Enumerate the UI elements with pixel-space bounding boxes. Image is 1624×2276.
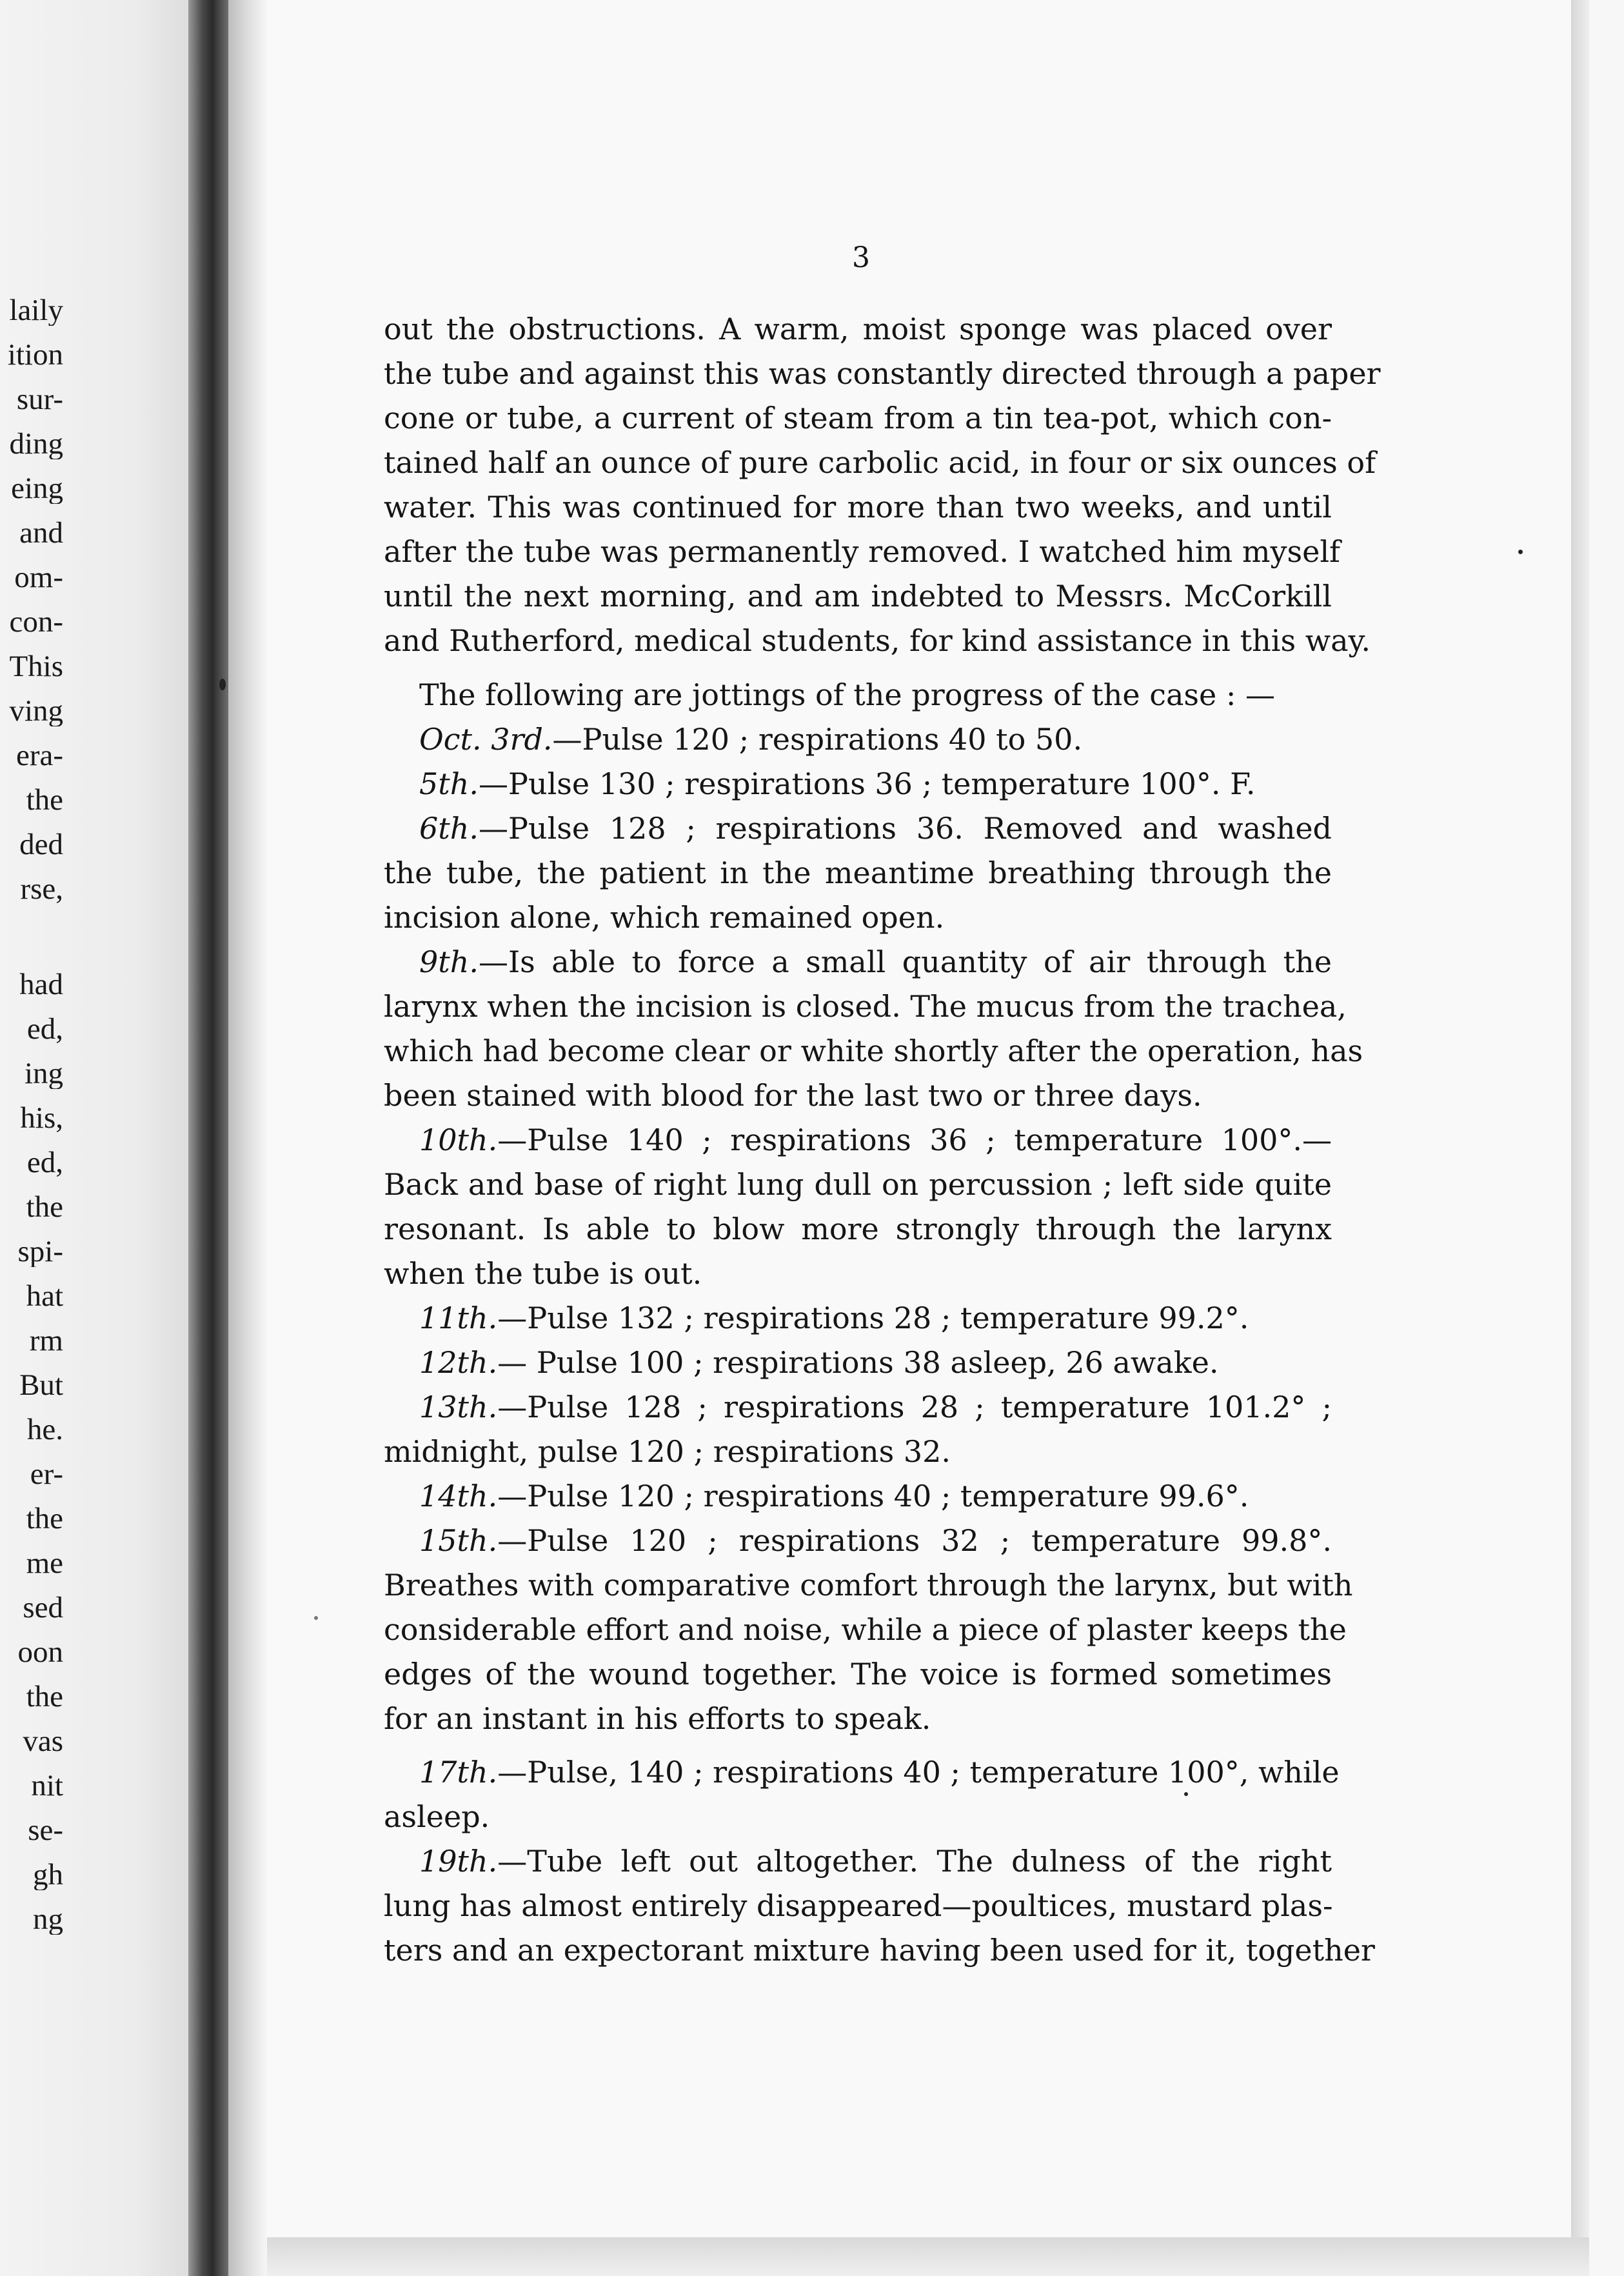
left-page-fragment: and xyxy=(19,518,63,548)
text-line: 17th.—Pulse, 140 ; respirations 40 ; temperature 100°, while xyxy=(419,1755,1340,1790)
text-line: incision alone, which remained open. xyxy=(384,900,945,935)
left-page-fragment: But xyxy=(19,1370,63,1401)
left-page-fragment: he. xyxy=(26,1415,63,1445)
left-page-fragment: the xyxy=(26,1682,63,1712)
text-line: 5th.—Pulse 130 ; respirations 36 ; temperature 100°. F. xyxy=(419,766,1256,801)
text-line: 19th.—Tube left out altogether. The dulness of the right xyxy=(419,1844,1332,1879)
text-line: which had become clear or white shortly after the operation, has xyxy=(384,1033,1363,1068)
left-page-fragment: spi- xyxy=(17,1237,63,1267)
left-page-fragment: ed, xyxy=(26,1014,63,1044)
left-page-fragment: had xyxy=(19,970,63,1000)
scan-speck xyxy=(1518,550,1523,554)
left-page-fragment: oon xyxy=(17,1637,63,1668)
left-page-fragment: the xyxy=(26,1192,63,1223)
left-page-fragment: ng xyxy=(33,1904,63,1935)
left-page-fragment: hat xyxy=(26,1281,63,1312)
text-line: the tube and against this was constantly directed through a paper xyxy=(384,356,1381,391)
left-page-fragment: rm xyxy=(29,1326,63,1356)
left-page-fragment: gh xyxy=(33,1860,63,1890)
left-page-fragment: the xyxy=(26,785,63,815)
text-line: 14th.—Pulse 120 ; respirations 40 ; temperature 99.6°. xyxy=(419,1479,1249,1513)
left-page-fragment: ed, xyxy=(26,1148,63,1178)
text-line: until the next morning, and am indebted to Messrs. McCorkill xyxy=(384,579,1332,614)
left-page-fragment: nit xyxy=(31,1771,63,1801)
text-line: for an instant in his efforts to speak. xyxy=(384,1701,931,1736)
left-page-fragment: ing xyxy=(24,1059,63,1089)
text-line: cone or tube, a current of steam from a tin tea-pot, which con- xyxy=(384,401,1332,435)
text-line: and Rutherford, medical students, for kind assistance in this way. xyxy=(384,623,1371,658)
text-line: The following are jottings of the progress of the case : — xyxy=(419,677,1275,712)
text-line: 6th.—Pulse 128 ; respirations 36. Removed and washed xyxy=(419,811,1332,846)
left-page-fragment: me xyxy=(26,1548,63,1579)
left-page-fragment: ition xyxy=(7,340,63,370)
text-line: after the tube was permanently removed. I watched him myself xyxy=(384,534,1341,569)
text-line: out the obstructions. A warm, moist sponge was placed over xyxy=(384,312,1332,346)
text-line: 15th.—Pulse 120 ; respirations 32 ; temperature 99.8°. xyxy=(419,1523,1332,1558)
text-line: ters and an expectorant mixture having been used for it, together xyxy=(384,1933,1375,1968)
text-line: 12th.— Pulse 100 ; respirations 38 asleep, 26 awake. xyxy=(419,1345,1219,1380)
left-page-fragment: vas xyxy=(23,1726,63,1757)
text-line: lung has almost entirely disappeared—poultices, mustard plas- xyxy=(384,1888,1333,1923)
left-page-fragment: ving xyxy=(9,696,63,726)
text-line: 13th.—Pulse 128 ; respirations 28 ; temperature 101.2° ; xyxy=(419,1390,1332,1424)
text-line: Oct. 3rd.—Pulse 120 ; respirations 40 to 50. xyxy=(419,722,1083,757)
text-line: considerable effort and noise, while a piece of plaster keeps the xyxy=(384,1612,1347,1647)
left-page-fragment: con- xyxy=(9,607,63,637)
text-line: midnight, pulse 120 ; respirations 32. xyxy=(384,1434,951,1469)
text-line: asleep. xyxy=(384,1799,490,1834)
text-line: 10th.—Pulse 140 ; respirations 36 ; temperature 100°.— xyxy=(419,1123,1332,1157)
left-page-fragment: era- xyxy=(15,741,63,771)
text-line: 11th.—Pulse 132 ; respirations 28 ; temperature 99.2°. xyxy=(419,1301,1249,1335)
scan-speck xyxy=(219,679,226,690)
left-page-fragment: rse, xyxy=(20,874,63,904)
text-line: 9th.—Is able to force a small quantity of air through the xyxy=(419,944,1332,979)
text-line: Back and base of right lung dull on percussion ; left side quite xyxy=(384,1167,1332,1202)
text-line: water. This was continued for more than two weeks, and until xyxy=(384,490,1332,524)
left-page-fragment: sed xyxy=(23,1593,63,1623)
text-line: Breathes with comparative comfort through the larynx, but with xyxy=(384,1568,1353,1602)
text-line: larynx when the incision is closed. The mucus from the trachea, xyxy=(384,989,1347,1024)
left-page-fragment: sur- xyxy=(16,384,63,415)
page-right-edge xyxy=(1571,0,1589,2276)
text-line: when the tube is out. xyxy=(384,1256,702,1291)
left-page-fragment: om- xyxy=(14,563,63,593)
page-bottom-edge xyxy=(267,2237,1589,2276)
left-facing-page xyxy=(0,0,193,2276)
text-line: resonant. Is able to blow more strongly through the larynx xyxy=(384,1212,1332,1246)
left-page-fragment: his, xyxy=(20,1103,63,1133)
page-number: 3 xyxy=(852,241,870,274)
left-page-fragment: eing xyxy=(11,474,63,504)
text-line: edges of the wound together. The voice is formed sometimes xyxy=(384,1657,1332,1692)
scan-speck xyxy=(314,1616,318,1620)
gutter-shadow xyxy=(228,0,267,2276)
left-page-fragment: laily xyxy=(9,295,63,326)
scan-speck xyxy=(1184,1792,1188,1796)
book-spine-gutter xyxy=(188,0,228,2276)
left-page-fragment: ded xyxy=(19,830,63,860)
left-page-fragment: er- xyxy=(30,1459,63,1490)
text-line: tained half an ounce of pure carbolic acid, in four or six ounces of xyxy=(384,445,1376,480)
left-page-fragment: This xyxy=(9,652,63,682)
left-page-fragment: ding xyxy=(9,429,63,459)
left-page-fragment: the xyxy=(26,1504,63,1534)
left-page-fragment: se- xyxy=(28,1815,63,1846)
text-line: been stained with blood for the last two or three days. xyxy=(384,1078,1202,1113)
text-line: the tube, the patient in the meantime breathing through the xyxy=(384,855,1332,890)
